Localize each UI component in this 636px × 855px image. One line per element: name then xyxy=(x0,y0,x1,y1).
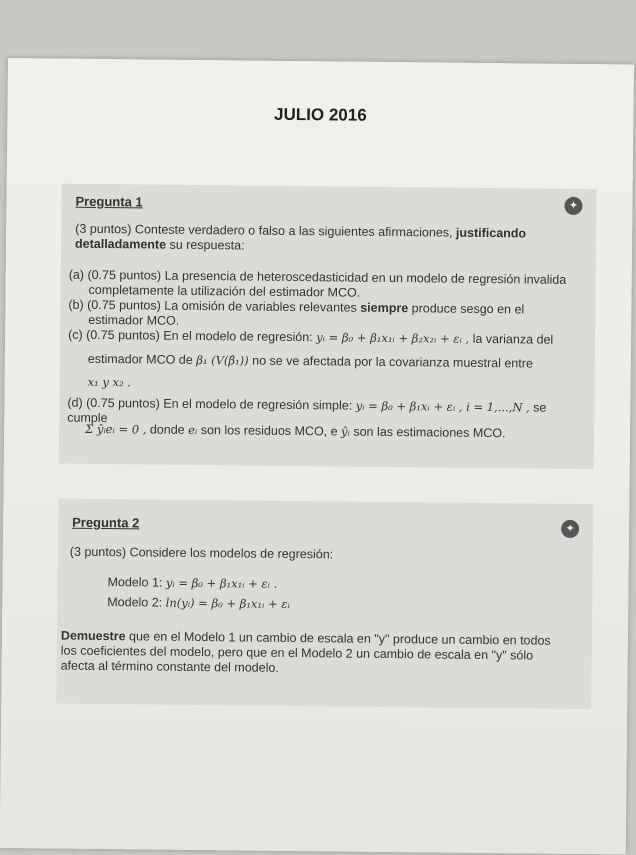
question-2-intro: (3 puntos) Considere los modelos de regresión: xyxy=(69,544,334,562)
university-logo-icon: ✦ xyxy=(561,520,579,538)
item-c: (c) (0.75 puntos) En el modelo de regresión: yᵢ = β₀ + β₁x₁ᵢ + β₂x₂ᵢ + εᵢ , la varianza del xyxy=(68,327,554,347)
question-1-title: Pregunta 1 xyxy=(75,193,143,210)
university-logo-icon: ✦ xyxy=(564,197,582,215)
item-a: (a) (0.75 puntos) La presencia de heteroscedasticidad en un modelo de regresión invalida completamente la utilización del estimador MCO. xyxy=(68,267,567,300)
item-c-line2: estimador MCO de β₁ (V(β̂₁)) no se ve afectada por la covarianza muestral entre xyxy=(87,351,533,371)
exam-page xyxy=(0,58,634,855)
question-2-box xyxy=(56,499,593,710)
model-1: Modelo 1: yᵢ = β₀ + β₁x₁ᵢ + εᵢ . xyxy=(107,575,278,591)
item-b: (b) (0.75 puntos) La omisión de variables relevantes siempre produce sesgo en el estimador MCO. xyxy=(68,297,525,328)
model-2: Modelo 2: ln(yᵢ) = β₀ + β₁x₁ᵢ + εᵢ xyxy=(107,595,290,611)
item-d-line2: Σ ŷᵢeᵢ = 0 , donde eᵢ son los residuos MCO, e ŷᵢ son las estimaciones MCO. xyxy=(85,421,506,441)
question-2-title: Pregunta 2 xyxy=(72,514,140,531)
question-2-statement: Demuestre que en el Modelo 1 un cambio de escala en "y" produce un cambio en todos los coeficientes del modelo, pero que en el Modelo 2 un cambio de escala en "y" sólo afecta al término constante del modelo. xyxy=(60,628,551,675)
item-d: (d) (0.75 puntos) En el modelo de regresión simple: yᵢ = β₀ + β₁xᵢ + εᵢ , i = 1,...,N , se cumple xyxy=(67,395,547,426)
question-1-box xyxy=(59,184,597,470)
item-c-line3: x₁ y x₂ . xyxy=(87,374,131,390)
page-title: JULIO 2016 xyxy=(274,104,367,125)
question-1-intro: (3 puntos) Conteste verdadero o falso a las siguientes afirmaciones, justificando detalladamente su respuesta: xyxy=(74,221,527,253)
